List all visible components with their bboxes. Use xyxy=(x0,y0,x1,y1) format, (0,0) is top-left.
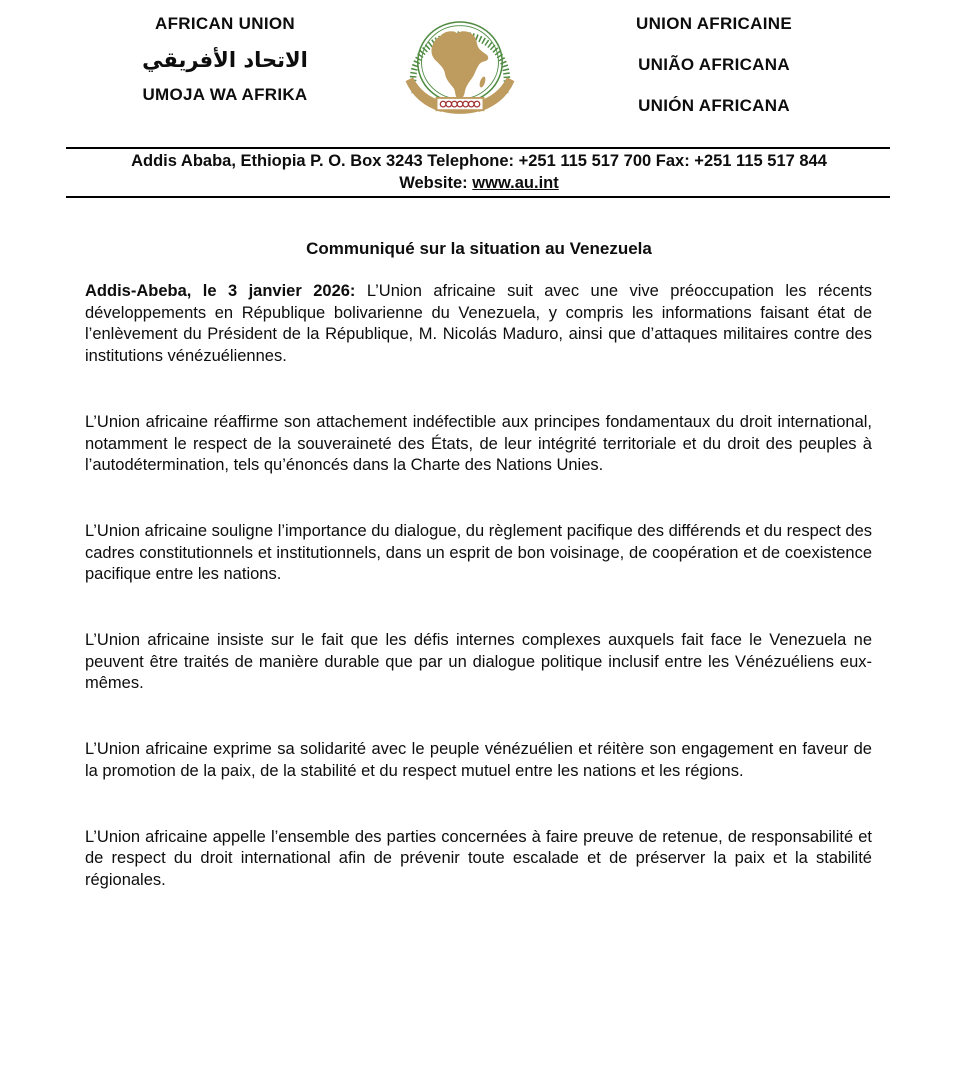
letterhead xyxy=(0,0,958,147)
african-union-emblem xyxy=(390,8,530,126)
org-name-portuguese: UNIÃO AFRICANA xyxy=(638,55,790,74)
address-line: Addis Ababa, Ethiopia P. O. Box 3243 Telephone: +251 115 517 700 Fax: +251 115 517 844 xyxy=(131,152,827,170)
org-name-english: AFRICAN UNION xyxy=(155,14,295,33)
letterhead-right-column xyxy=(530,8,898,116)
paragraph-1-text: L’Union africaine suit avec une vive préoccupation les récents développements en République bolivarienne du Venezuela, y compris les informations faisant état de l’enlèvement du Président de la République, M. Nicolás Maduro, ainsi que d’attaques militaires contre des institutions vénézuéliennes. xyxy=(85,282,872,366)
paragraph-1 xyxy=(85,281,872,368)
paragraph-6: L’Union africaine appelle l’ensemble des parties concernées à faire preuve de retenue, de responsabilité et de respect du droit international afin de prévenir toute escalade et de préserver la paix et la stabilité régionales. xyxy=(85,827,872,889)
org-name-french: UNION AFRICAINE xyxy=(636,14,792,33)
divider-bottom xyxy=(66,196,890,198)
paragraph-1-dateline: Addis-Abeba, le 3 janvier 2026: xyxy=(85,282,356,300)
paragraph-3: L’Union africaine souligne l’importance du dialogue, du règlement pacifique des différends et du respect des cadres constitutionnels et institutionnels, dans un esprit de bon voisinage, de coopération et de coexistence pacifique entre les nations. xyxy=(85,521,872,584)
paragraph-4: L’Union africaine insiste sur le fait que les défis internes complexes auxquels fait face le Venezuela ne peuvent être traités de manière durable que par un dialogue politique inclusif entre les Vénézuéliens eux-mêmes. xyxy=(85,631,872,693)
address-block xyxy=(0,149,958,196)
letterhead-left-column xyxy=(60,8,390,105)
website-label: Website: xyxy=(399,173,468,192)
org-name-arabic: الاتحاد الأفريقي xyxy=(142,48,308,72)
document-body xyxy=(0,281,958,892)
org-name-spanish: UNIÓN AFRICANA xyxy=(638,96,790,115)
paragraph-2: L’Union africaine réaffirme son attachement indéfectible aux principes fondamentaux du droit international, notamment le respect de la souveraineté des États, de leur intégrité territoriale et du droit des peuples à l’autodétermination, tels qu’énoncés dans la Charte des Nations Unies. xyxy=(85,412,872,475)
org-name-swahili: UMOJA WA AFRIKA xyxy=(142,85,308,104)
document-title: Communiqué sur la situation au Venezuela xyxy=(306,239,652,258)
paragraph-5: L’Union africaine exprime sa solidarité avec le peuple vénézuélien et réitère son engagement en faveur de la promotion de la paix, de la stabilité et du respect mutuel entre les nations et les régions. xyxy=(85,740,872,780)
website-link[interactable]: www.au.int xyxy=(472,173,559,192)
